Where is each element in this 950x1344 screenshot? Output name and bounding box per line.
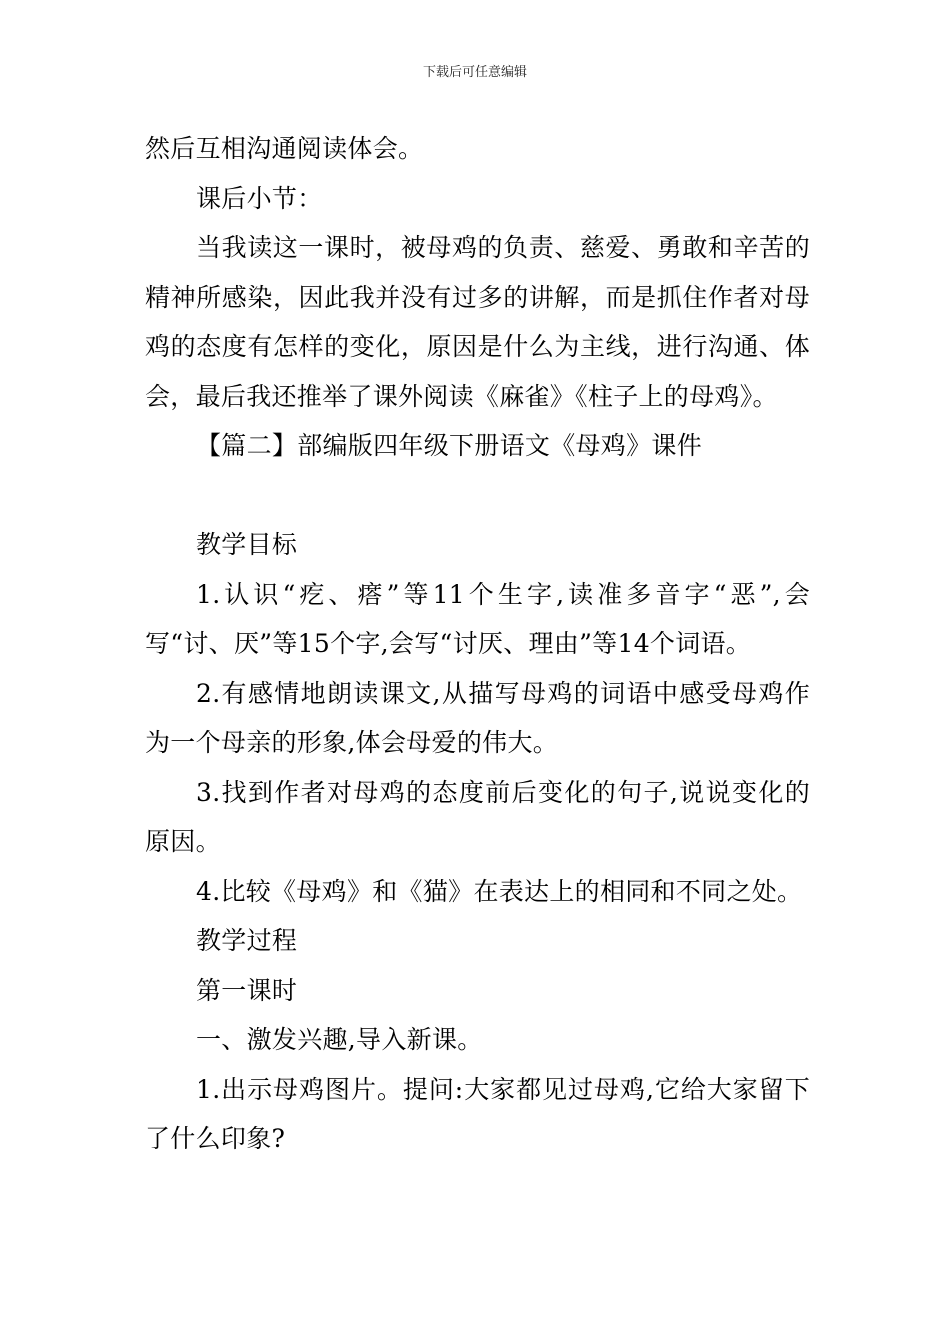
goal-item-1: 1.认识“疙、瘩”等11个生字,读准多音字“恶”,会写“讨、厌”等15个字,会写“讨厌、理由”等14个词语。 — [145, 579, 810, 658]
step-1-heading: 一、激发兴趣,导入新课。 — [196, 1025, 483, 1054]
heading-teaching-goals: 教学目标 — [196, 530, 298, 559]
blank-line — [145, 471, 810, 521]
goal-item-4: 4.比较《母鸡》和《猫》在表达上的相同和不同之处。 — [196, 876, 803, 906]
step-1-item-1: 1.出示母鸡图片。提问:大家都见过母鸡,它给大家留下了什么印象? — [145, 1074, 810, 1153]
document-body — [145, 124, 810, 1164]
paragraph-2-heading: 课后小节： — [196, 183, 323, 213]
heading-first-lesson: 第一课时 — [196, 975, 298, 1005]
goal-item-3: 3.找到作者对母鸡的态度前后变化的句子,说说变化的原因。 — [145, 777, 810, 856]
paragraph-1: 然后互相沟通阅读体会。 — [145, 134, 424, 163]
heading-teaching-process: 教学过程 — [196, 926, 298, 955]
section-title: 【篇二】部编版四年级下册语文《母鸡》课件 — [196, 431, 703, 460]
paragraph-3: 当我读这一课时，被母鸡的负责、慈爱、勇敢和辛苦的精神所感染，因此我并没有过多的讲解，而是抓住作者对母鸡的态度有怎样的变化，原因是什么为主线，进行沟通、体会，最后我还推举了课外阅读《麻雀》《柱子上的母鸡》。 — [145, 233, 810, 411]
goal-item-2: 2.有感情地朗读课文,从描写母鸡的词语中感受母鸡作为一个母亲的形象,体会母爱的伟大。 — [145, 678, 810, 757]
page-header: 下载后可任意编辑 — [422, 65, 527, 80]
